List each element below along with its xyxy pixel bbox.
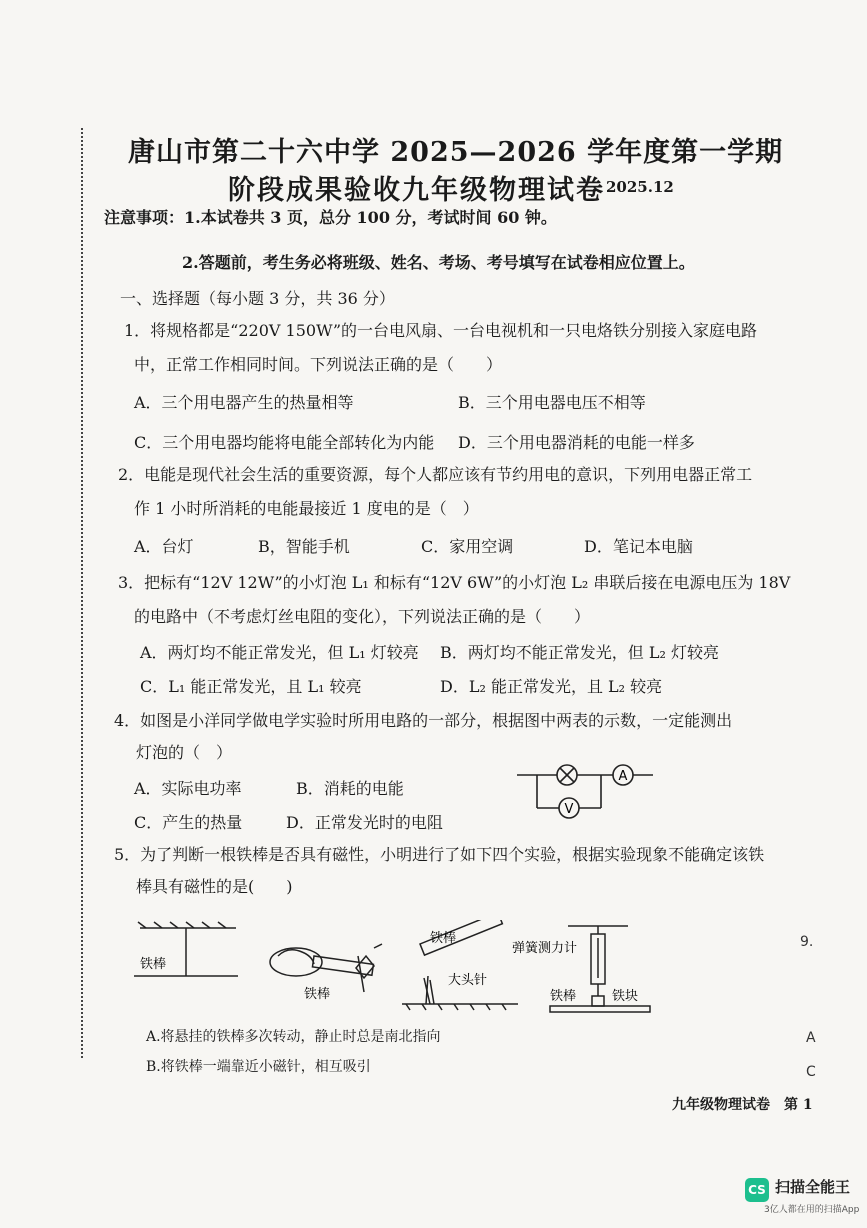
side-mark-nine: 9. xyxy=(800,934,814,950)
q1-option-d: D．三个用电器消耗的电能一样多 xyxy=(458,433,695,452)
q4-line1: 4．如图是小洋同学做电学实验时所用电路的一部分，根据图中两表的示数，一定能测出 xyxy=(114,711,733,730)
q1-line2: 中，正常工作相同时间。下列说法正确的是（ ） xyxy=(134,355,503,374)
q3-line2: 的电路中（不考虑灯丝电阻的变化），下列说法正确的是（ ） xyxy=(134,607,591,626)
q5-line1: 5．为了判断一根铁棒是否具有磁性，小明进行了如下四个实验，根据实验现象不能确定该铁 xyxy=(114,845,765,864)
q1-option-b: B．三个用电器电压不相等 xyxy=(458,393,646,412)
section1-heading: 一、选择题（每小题 3 分，共 36 分） xyxy=(120,289,395,308)
side-mark-c: C xyxy=(806,1064,816,1080)
fig4-rod-label: 铁棒 xyxy=(550,989,577,1004)
q3-option-b: B．两灯均不能正常发光，但 L₂ 灯较亮 xyxy=(440,643,719,662)
q2-option-b: B，智能手机 xyxy=(258,537,350,556)
fig4-spring-label: 弹簧测力计 xyxy=(512,941,578,956)
exam-date: 2025.12 xyxy=(606,178,674,196)
q1-line1: 1．将规格都是“220V 150W”的一台电风扇、一台电视机和一只电烙铁分别接入家庭电路 xyxy=(124,321,758,340)
camscanner-tagline: 3亿人都在用的扫描App xyxy=(764,1205,860,1215)
q4-option-c: C．产生的热量 xyxy=(134,813,243,832)
notice-line1: 注意事项：1.本试卷共 3 页，总分 100 分，考试时间 60 钟。 xyxy=(104,208,557,227)
q3-line1: 3．把标有“12V 12W”的小灯泡 L₁ 和标有“12V 6W”的小灯泡 L₂ 串联后接在电源电压为 18V xyxy=(118,573,791,592)
binding-margin-line xyxy=(81,128,83,1058)
fig3-pin-label: 大头针 xyxy=(448,973,488,988)
q5-experiment-figures xyxy=(128,920,668,1020)
exam-title-line2: 阶段成果验收九年级物理试卷 xyxy=(228,175,605,206)
q2-line2: 作 1 小时所消耗的电能最接近 1 度电的是（ ） xyxy=(134,499,479,518)
q5-option-a: A.将悬挂的铁棒多次转动，静止时总是南北指向 xyxy=(146,1029,441,1045)
q3-option-a: A．两灯均不能正常发光，但 L₁ 灯较亮 xyxy=(140,643,419,662)
q4-line2: 灯泡的（ ） xyxy=(136,743,233,762)
q4-option-a: A．实际电功率 xyxy=(134,779,242,798)
camscanner-name: 扫描全能王 xyxy=(775,1178,851,1196)
q4-option-d: D．正常发光时的电阻 xyxy=(286,813,443,832)
fig1-rod-label: 铁棒 xyxy=(140,957,167,972)
camscanner-logo: CS xyxy=(745,1178,769,1202)
q2-option-c: C．家用空调 xyxy=(421,537,514,556)
fig2-rod-label: 铁棒 xyxy=(304,987,331,1002)
exam-title-line1: 唐山市第二十六中学 2025—2026 学年度第一学期 xyxy=(128,137,784,168)
q2-option-a: A．台灯 xyxy=(134,537,194,556)
q2-option-d: D．笔记本电脑 xyxy=(584,537,693,556)
page-footer: 九年级物理试卷 第 1 xyxy=(672,1097,813,1113)
fig4-block-label: 铁块 xyxy=(612,989,639,1004)
fig3-rod-label: 铁棒 xyxy=(430,931,457,946)
q2-line1: 2．电能是现代社会生活的重要资源，每个人都应该有节约用电的意识，下列用电器正常工 xyxy=(118,465,753,484)
voltmeter-label: V xyxy=(564,802,574,817)
q4-option-b: B．消耗的电能 xyxy=(296,779,404,798)
side-mark-a: A xyxy=(806,1030,816,1046)
q1-option-c: C．三个用电器均能将电能全部转化为内能 xyxy=(134,433,435,452)
q4-circuit-diagram xyxy=(515,758,655,828)
q3-option-d: D．L₂ 能正常发光，且 L₂ 较亮 xyxy=(440,677,663,696)
ammeter-label: A xyxy=(618,769,628,784)
q3-option-c: C．L₁ 能正常发光，且 L₁ 较亮 xyxy=(140,677,362,696)
q1-option-a: A．三个用电器产生的热量相等 xyxy=(134,393,354,412)
notice-line2: 2.答题前，考生务必将班级、姓名、考场、考号填写在试卷相应位置上。 xyxy=(182,253,695,272)
q5-option-b: B.将铁棒一端靠近小磁针，相互吸引 xyxy=(146,1059,371,1075)
q5-line2: 棒具有磁性的是( ) xyxy=(136,877,293,896)
